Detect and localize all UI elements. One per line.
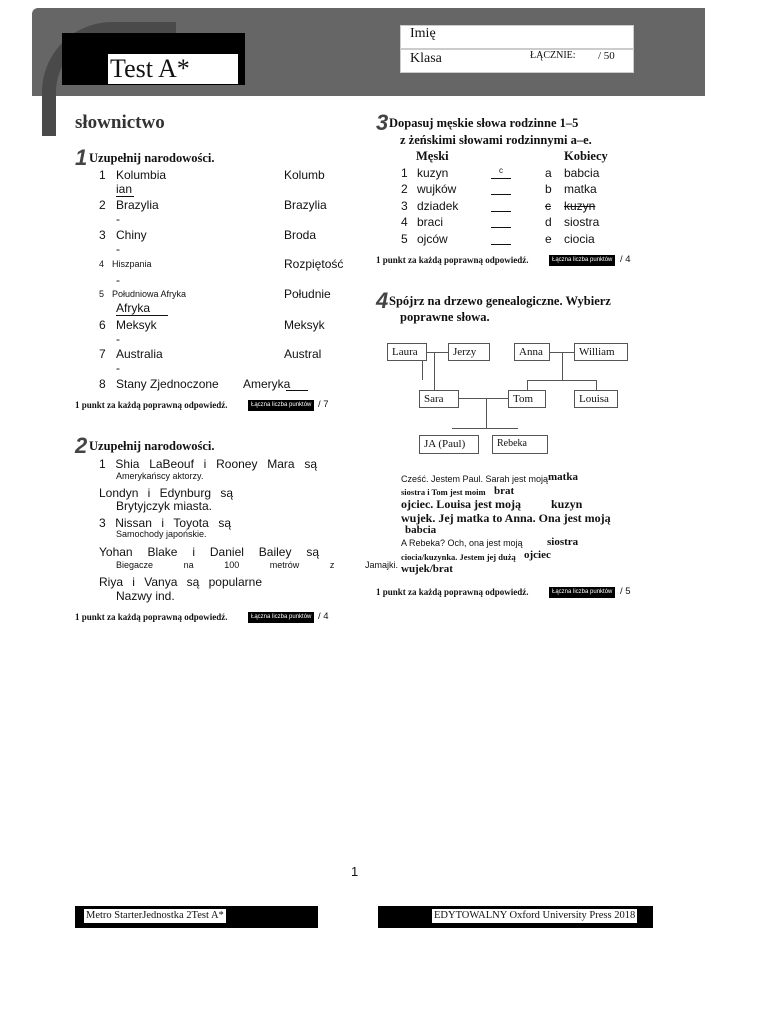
ex1-number: 1 (75, 145, 88, 170)
ex1-item-left: Stany Zjednoczone (116, 377, 219, 391)
ex1-item-left: Chiny (116, 228, 147, 242)
ex3-letter: b (545, 182, 552, 196)
ex4-choice-4[interactable]: babcia (405, 524, 437, 536)
ex3-female: siostra (564, 215, 600, 229)
section-title: słownictwo (75, 112, 165, 133)
ex4-choice-6[interactable]: ojciec (524, 549, 551, 561)
ex4-text-6a: A Rebeka? Och, ona jest moją (401, 538, 523, 548)
ex1-item-num: 1 (99, 168, 106, 182)
ex1-item-right: Austral (284, 347, 322, 361)
ex1-item-left: Australia (116, 347, 163, 361)
ex3-row-num: 2 (401, 182, 408, 196)
ex1-answer-3[interactable]: - (116, 242, 120, 256)
ex3-score: / 4 (620, 254, 631, 265)
ex3-female: ciocia (564, 232, 595, 246)
ex2-line-2a: Londyn i Edynburg są (99, 486, 233, 500)
ex2-line-4b: Biegacze na 100 metrów z Jamajki. (116, 560, 398, 570)
page-number: 1 (351, 864, 359, 879)
ex1-points-text: 1 punkt za każdą poprawną odpowiedź. (75, 400, 228, 410)
footer-left-text: Metro StarterJednostka 2Test A* (86, 910, 224, 921)
ex1-item-num: 5 (99, 289, 105, 299)
ex1-item-left: Brazylia (116, 198, 159, 212)
ex3-letter: e (545, 232, 552, 246)
footer-right-text: EDYTOWALNY Oxford University Press 2018 (434, 910, 636, 921)
ex2-line-1a: 1 Shia LaBeouf i Rooney Mara są (99, 457, 317, 471)
ex2-number: 2 (75, 433, 88, 458)
total-label: ŁĄCZNIE: (530, 50, 576, 61)
ex1-total-label: Łączna liczba punktów (248, 400, 314, 411)
ex3-col-male: Męski (416, 149, 449, 163)
class-label: Klasa (410, 51, 442, 66)
ex3-answer-4[interactable] (491, 215, 511, 228)
ex4-text-7a: ciocia/kuzynka. Jestem jej dużą (401, 552, 516, 562)
tree-node-jerzy: Jerzy (448, 343, 490, 361)
ex4-text-1a: Cześć. Jestem Paul. Sarah jest moją (401, 474, 549, 484)
ex2-line-5b: Nazwy ind. (116, 589, 175, 603)
ex2-total-label: Łączna liczba punktów (248, 612, 314, 623)
ex3-row-num: 4 (401, 215, 408, 229)
ex3-row-num: 3 (401, 199, 408, 213)
ex1-answer-1[interactable]: ian (116, 182, 133, 196)
ex3-male: dziadek (417, 199, 459, 213)
ex3-male: kuzyn (417, 166, 449, 180)
ex4-choice-5[interactable]: siostra (547, 536, 579, 548)
ex3-female: babcia (564, 166, 600, 180)
ex4-title-1: Spójrz na drzewo genealogiczne. Wybierz (389, 294, 611, 308)
ex3-answer-3[interactable] (491, 199, 511, 212)
ex3-title-1: Dopasuj męskie słowa rodzinne 1–5 (389, 116, 579, 130)
ex3-letter: a (545, 166, 552, 180)
ex1-item-left: Hiszpania (112, 259, 152, 269)
ex1-item-right: Rozpiętość (284, 257, 344, 271)
ex1-answer-6[interactable]: - (116, 332, 120, 346)
ex2-line-3b: Samochody japońskie. (116, 529, 207, 539)
ex3-female: matka (564, 182, 597, 196)
ex4-text-8[interactable]: wujek/brat (401, 563, 453, 575)
ex1-item-num: 7 (99, 347, 106, 361)
ex3-row-num: 1 (401, 166, 408, 180)
ex4-number: 4 (376, 288, 389, 313)
ex2-title: Uzupełnij narodowości. (89, 439, 215, 453)
tree-node-louisa: Louisa (574, 390, 618, 408)
ex2-line-3a: 3 Nissan i Toyota są (99, 516, 231, 530)
ex2-line-4a: Yohan Blake i Daniel Bailey są (99, 545, 319, 559)
ex4-score: / 5 (620, 586, 631, 597)
ex3-female: kuzyn (564, 199, 596, 213)
ex4-text-3: ojciec. Louisa jest moją (401, 497, 521, 511)
ex1-item-num: 2 (99, 198, 106, 212)
ex3-male: wujków (417, 182, 457, 196)
ex1-answer-8[interactable] (286, 389, 308, 391)
ex1-item-num: 3 (99, 228, 106, 242)
ex3-title-2: z żeńskimi słowami rodzinnymi a–e. (400, 133, 592, 147)
ex3-answer-5[interactable] (491, 232, 511, 245)
ex3-answer-1[interactable]: c (491, 166, 511, 179)
ex3-points-text: 1 punkt za każdą poprawną odpowiedź. (376, 255, 529, 265)
ex4-text-2a: siostra i Tom jest moim (401, 487, 486, 497)
ex2-points-text: 1 punkt za każdą poprawną odpowiedź. (75, 612, 228, 622)
ex1-answer-5[interactable]: Afryka (116, 301, 168, 316)
ex4-total-label: Łączna liczba punktów (549, 587, 615, 598)
ex2-line-1b: Amerykańscy aktorzy. (116, 471, 204, 481)
ex3-answer-2[interactable] (491, 182, 511, 195)
name-label: Imię (410, 26, 436, 41)
ex3-number: 3 (376, 110, 389, 135)
ex4-text-4: wujek. Jej matka to Anna. Ona jest moją (401, 511, 611, 525)
ex1-item-right: Południe (284, 287, 331, 301)
tree-node-rebeka: Rebeka (492, 435, 548, 454)
ex1-title: Uzupełnij narodowości. (89, 151, 215, 165)
ex4-choice-1[interactable]: matka (548, 471, 578, 483)
tree-node-me-paul: JA (Paul) (419, 435, 479, 454)
tree-node-sara: Sara (419, 390, 459, 408)
ex3-letter: d (545, 215, 552, 229)
ex3-male: ojców (417, 232, 448, 246)
ex4-title-2: poprawne słowa. (400, 310, 490, 324)
tree-node-william: William (574, 343, 628, 361)
ex4-choice-2[interactable]: brat (494, 485, 515, 497)
test-title: Test A* (108, 54, 238, 84)
tree-node-anna: Anna (514, 343, 550, 361)
ex1-item-left: Kolumbia (116, 168, 167, 182)
ex1-item-right: Ameryka (243, 377, 291, 391)
tree-node-tom: Tom (508, 390, 546, 408)
ex1-item-right: Kolumb (284, 168, 325, 182)
ex3-row-num: 5 (401, 232, 408, 246)
ex1-item-num: 4 (99, 259, 105, 269)
ex1-item-num: 6 (99, 318, 106, 332)
ex3-col-female: Kobiecy (564, 149, 608, 163)
ex3-letter: c (545, 199, 551, 213)
ex1-score: / 7 (318, 399, 329, 410)
total-score: / 50 (598, 50, 615, 62)
ex3-total-label: Łączna liczba punktów (549, 255, 615, 266)
ex4-choice-3[interactable]: kuzyn (551, 497, 583, 511)
ex1-answer-7[interactable]: - (116, 361, 120, 375)
ex4-points-text: 1 punkt za każdą poprawną odpowiedź. (376, 587, 529, 597)
ex1-answer-4[interactable]: - (116, 273, 120, 287)
ex1-item-right: Brazylia (284, 198, 327, 212)
ex1-item-right: Meksyk (284, 318, 325, 332)
ex2-score: / 4 (318, 611, 329, 622)
ex2-line-5a: Riya i Vanya są popularne (99, 575, 262, 589)
ex1-item-right: Broda (284, 228, 317, 242)
tree-node-laura: Laura (387, 343, 427, 361)
ex1-item-num: 8 (99, 377, 106, 391)
ex1-item-left: Meksyk (116, 318, 157, 332)
ex3-male: braci (417, 215, 444, 229)
ex2-line-2b: Brytyjczyk miasta. (116, 499, 213, 513)
ex1-answer-2[interactable]: - (116, 212, 120, 226)
ex1-item-left: Południowa Afryka (112, 289, 187, 299)
